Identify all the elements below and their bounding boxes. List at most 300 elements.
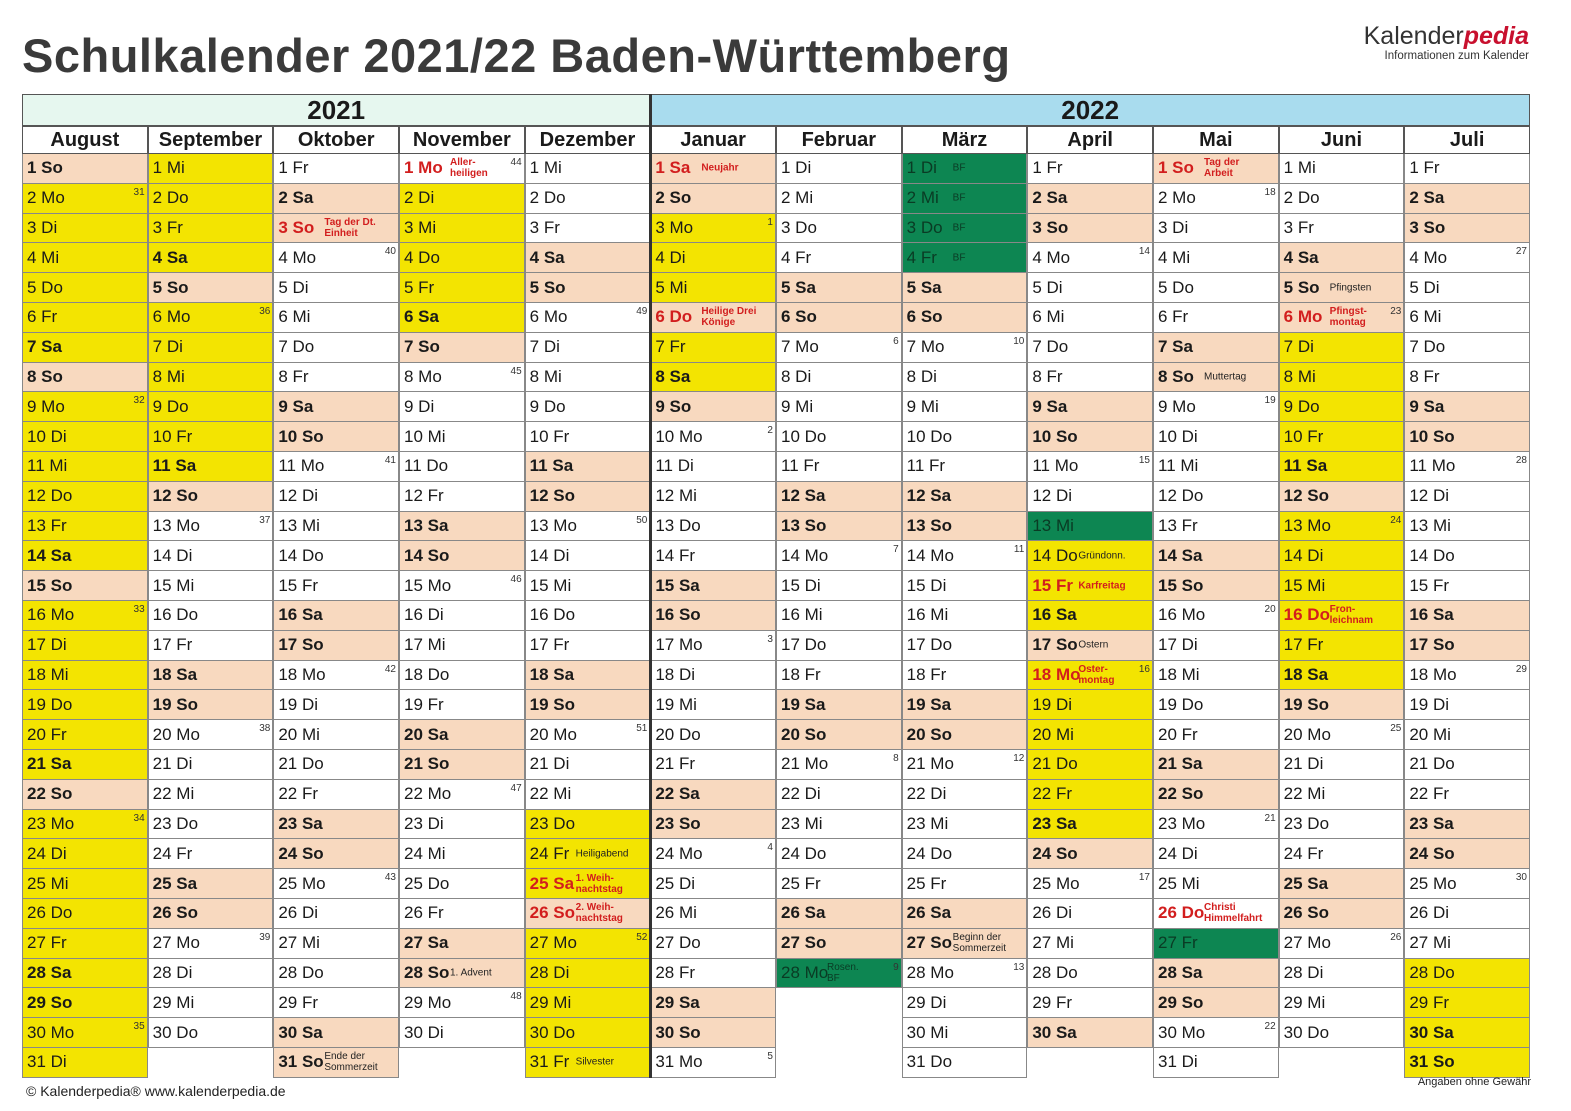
day-cell xyxy=(1153,363,1279,393)
day-cell xyxy=(148,243,274,273)
day-label: 12 Do xyxy=(27,486,73,506)
day-cell xyxy=(399,720,525,750)
day-label: 2 Sa xyxy=(278,188,314,208)
day-cell xyxy=(525,869,651,899)
day-cell xyxy=(148,303,274,333)
day-cell xyxy=(399,661,525,691)
brand-logo xyxy=(1364,22,1529,62)
day-label: 18 Sa xyxy=(529,664,575,684)
day-cell xyxy=(22,273,148,303)
day-cell xyxy=(776,929,902,959)
day-cell xyxy=(902,422,1028,452)
day-label: 7 Sa xyxy=(1158,337,1193,357)
day-cell xyxy=(399,333,525,363)
day-label: 2 Sa xyxy=(1032,188,1068,208)
day-cell xyxy=(650,363,776,393)
day-label: 11 Sa xyxy=(152,456,197,476)
day-cell xyxy=(148,571,274,601)
day-label: 5 Sa xyxy=(906,277,942,297)
day-cell xyxy=(902,780,1028,810)
day-cell xyxy=(1404,720,1530,750)
day-cell xyxy=(650,988,776,1018)
day-cell xyxy=(902,333,1028,363)
day-label: 8 Fr xyxy=(278,366,309,386)
day-cell xyxy=(1153,541,1279,571)
day-cell xyxy=(399,184,525,214)
day-label: 19 Di xyxy=(1032,694,1073,714)
day-cell xyxy=(273,422,399,452)
day-cell xyxy=(273,303,399,333)
day-note: Tag der Arbeit xyxy=(1204,157,1240,180)
day-label: 24 Di xyxy=(1158,843,1198,863)
day-label: 13 Mo xyxy=(1283,515,1331,535)
day-label: 15 Di xyxy=(906,575,947,595)
day-cell xyxy=(1404,243,1530,273)
day-cell xyxy=(399,780,525,810)
day-label: 8 Di xyxy=(781,366,812,386)
day-cell xyxy=(776,780,902,810)
day-cell xyxy=(1279,929,1405,959)
day-cell xyxy=(148,482,274,512)
day-label: 2 Mo xyxy=(27,188,65,208)
day-cell xyxy=(525,452,651,482)
day-label: 9 Sa xyxy=(1409,396,1445,416)
day-cell xyxy=(22,750,148,780)
day-label: 30 Di xyxy=(404,1022,444,1042)
day-cell xyxy=(273,333,399,363)
day-note: Heiligabend xyxy=(575,848,629,860)
day-cell xyxy=(902,720,1028,750)
day-cell xyxy=(650,899,776,929)
day-label: 19 Sa xyxy=(906,694,952,714)
day-label: 17 Di xyxy=(27,635,67,655)
day-label: 24 Fr xyxy=(152,843,193,863)
week-number: 7 xyxy=(893,544,899,556)
day-label: 27 Mi xyxy=(1032,933,1074,953)
day-label: 11 Fr xyxy=(781,456,820,476)
day-cell xyxy=(776,512,902,542)
day-cell xyxy=(902,363,1028,393)
day-label: 6 Mo xyxy=(1283,307,1323,327)
day-label: 29 Fr xyxy=(1032,992,1073,1012)
day-cell xyxy=(1153,601,1279,631)
day-cell xyxy=(776,363,902,393)
day-label: 20 Mi xyxy=(1032,724,1074,744)
day-label: 10 Di xyxy=(1158,426,1198,446)
day-cell xyxy=(22,571,148,601)
day-label: 17 So xyxy=(278,635,324,655)
day-note: Christi Himmelfahrt xyxy=(1204,902,1263,925)
day-label: 26 So xyxy=(529,903,576,923)
day-label: 24 Do xyxy=(906,843,953,863)
day-cell xyxy=(1279,541,1405,571)
day-label: 23 Do xyxy=(1283,813,1330,833)
day-cell xyxy=(148,899,274,929)
day-label: 4 Mo xyxy=(278,247,317,267)
day-cell xyxy=(1279,780,1405,810)
day-cell xyxy=(650,780,776,810)
day-label: 5 So xyxy=(1283,277,1320,297)
month-header-dezember: Dezember xyxy=(525,126,651,154)
day-label: 15 Mi xyxy=(152,575,195,595)
day-cell xyxy=(1153,243,1279,273)
day-label: 11 Mo xyxy=(278,456,325,476)
day-label: 14 Fr xyxy=(655,545,696,565)
day-cell xyxy=(1153,690,1279,720)
day-cell xyxy=(273,750,399,780)
day-cell xyxy=(650,601,776,631)
day-cell xyxy=(273,1018,399,1048)
day-label: 22 Mo xyxy=(404,784,452,804)
day-label: 10 Fr xyxy=(1283,426,1324,446)
day-label: 6 Mi xyxy=(1409,307,1442,327)
day-label: 27 Fr xyxy=(27,933,67,953)
day-label: 29 Di xyxy=(906,992,947,1012)
day-label: 8 So xyxy=(27,366,63,386)
day-cell xyxy=(1027,869,1153,899)
week-number: 49 xyxy=(636,306,648,317)
day-label: 19 Do xyxy=(1158,694,1204,714)
day-label: 4 Fr xyxy=(781,247,812,267)
day-cell xyxy=(650,243,776,273)
day-label: 25 Di xyxy=(655,873,696,893)
day-cell xyxy=(1027,571,1153,601)
day-label: 2 Do xyxy=(152,188,189,208)
day-cell xyxy=(273,452,399,482)
day-cell xyxy=(1027,601,1153,631)
day-cell xyxy=(273,988,399,1018)
day-label: 27 Sa xyxy=(404,933,449,953)
day-label: 22 Fr xyxy=(278,784,319,804)
day-cell xyxy=(525,631,651,661)
day-label: 28 Di xyxy=(529,962,570,982)
day-cell xyxy=(902,214,1028,244)
day-label: 11 Mo xyxy=(1409,456,1456,476)
day-cell xyxy=(22,959,148,989)
day-cell xyxy=(22,929,148,959)
day-cell xyxy=(1027,988,1153,1018)
day-cell xyxy=(148,184,274,214)
day-label: 14 Mo xyxy=(781,545,829,565)
day-cell xyxy=(776,214,902,244)
day-cell xyxy=(902,303,1028,333)
day-cell xyxy=(148,333,274,363)
day-cell xyxy=(273,631,399,661)
day-cell xyxy=(650,959,776,989)
day-cell xyxy=(1279,333,1405,363)
day-cell xyxy=(525,690,651,720)
day-note: Karfreitag xyxy=(1078,580,1126,592)
day-label: 9 Sa xyxy=(1032,396,1068,416)
day-label: 2 Mo xyxy=(1158,188,1196,208)
week-number: 16 xyxy=(1138,663,1150,675)
week-number: 41 xyxy=(384,455,396,466)
day-cell xyxy=(1153,303,1279,333)
day-cell xyxy=(650,303,776,333)
day-label: 19 Sa xyxy=(781,694,826,714)
day-note: Muttertag xyxy=(1204,371,1247,383)
day-cell xyxy=(650,661,776,691)
week-number: 19 xyxy=(1264,395,1276,407)
day-cell xyxy=(776,839,902,869)
day-cell xyxy=(399,512,525,542)
day-label: 25 Mi xyxy=(27,873,69,893)
week-number: 31 xyxy=(133,186,145,198)
day-cell xyxy=(1153,452,1279,482)
week-number: 34 xyxy=(133,812,145,824)
day-label: 25 Fr xyxy=(906,873,947,893)
day-cell xyxy=(776,452,902,482)
day-cell xyxy=(273,273,399,303)
day-cell xyxy=(776,959,902,989)
week-number: 2 xyxy=(767,425,773,437)
day-cell xyxy=(1027,929,1153,959)
day-cell xyxy=(525,184,651,214)
day-cell xyxy=(399,929,525,959)
day-cell xyxy=(1404,839,1530,869)
day-label: 22 Di xyxy=(906,784,947,804)
day-label: 28 Do xyxy=(278,962,324,982)
day-cell xyxy=(399,273,525,303)
day-label: 16 Mi xyxy=(906,605,949,625)
week-number: 35 xyxy=(133,1021,145,1033)
day-cell xyxy=(1404,601,1530,631)
day-label: 24 Di xyxy=(27,843,67,863)
day-label: 29 Mi xyxy=(152,992,195,1012)
day-label: 12 Sa xyxy=(781,486,826,506)
week-number: 44 xyxy=(510,157,522,168)
day-cell xyxy=(525,1048,651,1078)
day-cell xyxy=(1279,422,1405,452)
day-label: 5 Di xyxy=(278,277,309,297)
day-cell xyxy=(525,392,651,422)
day-cell xyxy=(273,541,399,571)
day-label: 8 Di xyxy=(906,366,937,386)
day-cell xyxy=(1027,154,1153,184)
week-number: 30 xyxy=(1515,872,1527,884)
day-cell xyxy=(148,661,274,691)
day-cell xyxy=(525,899,651,929)
day-label: 4 Sa xyxy=(152,247,188,267)
day-label: 14 Sa xyxy=(27,545,72,565)
day-cell xyxy=(1279,720,1405,750)
day-label: 31 So xyxy=(1409,1052,1455,1072)
day-label: 4 Do xyxy=(404,247,440,267)
day-cell xyxy=(776,243,902,273)
day-label: 27 Mi xyxy=(1409,933,1451,953)
day-cell xyxy=(1027,363,1153,393)
day-label: 5 Fr xyxy=(404,277,435,297)
day-note: 1. Weih- nachtstag xyxy=(575,872,623,895)
day-cell xyxy=(1153,959,1279,989)
day-label: 18 Sa xyxy=(1283,664,1329,684)
day-label: 13 Mo xyxy=(529,515,577,535)
day-cell xyxy=(148,452,274,482)
day-cell xyxy=(525,720,651,750)
week-number: 15 xyxy=(1138,455,1150,466)
day-label: 13 Fr xyxy=(27,515,67,535)
day-cell xyxy=(1279,661,1405,691)
day-cell xyxy=(22,333,148,363)
day-label: 24 Fr xyxy=(529,843,570,863)
day-note: 2. Weih- nachtstag xyxy=(575,902,623,925)
day-label: 16 Mi xyxy=(781,605,823,625)
day-label: 22 Fr xyxy=(1032,784,1073,804)
day-label: 23 Sa xyxy=(1032,813,1077,833)
day-label: 2 Sa xyxy=(1409,188,1445,208)
day-cell xyxy=(1404,690,1530,720)
day-cell xyxy=(1153,631,1279,661)
day-cell xyxy=(650,541,776,571)
day-label: 22 Sa xyxy=(655,784,700,804)
day-label: 10 Mi xyxy=(404,426,446,446)
day-label: 5 Di xyxy=(1409,277,1440,297)
day-cell xyxy=(902,452,1028,482)
day-cell xyxy=(148,720,274,750)
day-cell xyxy=(902,1018,1028,1048)
day-cell xyxy=(1027,899,1153,929)
page-title: Schulkalender 2021/22 Baden-Württemberg xyxy=(22,29,1011,82)
day-cell xyxy=(525,482,651,512)
day-label: 9 Di xyxy=(404,396,435,416)
day-label: 27 Fr xyxy=(1158,933,1198,953)
day-label: 25 Do xyxy=(404,873,450,893)
day-label: 12 So xyxy=(152,486,199,506)
day-cell xyxy=(273,661,399,691)
day-cell xyxy=(1027,661,1153,691)
day-label: 3 Fr xyxy=(152,217,183,237)
day-note: 1. Advent xyxy=(450,967,492,979)
day-cell xyxy=(273,214,399,244)
day-cell xyxy=(525,243,651,273)
day-cell xyxy=(1404,482,1530,512)
day-cell xyxy=(1279,214,1405,244)
day-cell xyxy=(1027,512,1153,542)
day-label: 1 Di xyxy=(906,158,937,178)
day-label: 8 Mi xyxy=(529,366,562,386)
day-label: 11 Do xyxy=(404,456,449,476)
day-cell xyxy=(1404,661,1530,691)
day-label: 12 Di xyxy=(1409,486,1450,506)
day-label: 23 Mo xyxy=(1158,813,1206,833)
day-label: 6 Mi xyxy=(278,307,311,327)
day-label: 15 Sa xyxy=(655,575,700,595)
day-label: 17 Do xyxy=(781,635,827,655)
day-cell xyxy=(776,869,902,899)
day-label: 9 Mo xyxy=(27,396,65,416)
day-cell xyxy=(1279,243,1405,273)
day-label: 1 So xyxy=(27,158,63,178)
day-label: 24 So xyxy=(1409,843,1455,863)
week-number: 14 xyxy=(1138,246,1150,258)
day-cell xyxy=(525,780,651,810)
day-label: 7 Di xyxy=(1283,337,1314,357)
day-label: 30 So xyxy=(655,1022,701,1042)
day-label: 22 Mi xyxy=(152,784,195,804)
week-number: 52 xyxy=(636,931,648,943)
day-label: 20 Mi xyxy=(1409,724,1451,744)
day-label: 20 Mo xyxy=(529,724,577,744)
day-label: 10 Fr xyxy=(529,426,570,446)
day-label: 30 Do xyxy=(152,1022,199,1042)
day-cell xyxy=(1027,690,1153,720)
day-label: 28 Sa xyxy=(1158,962,1203,982)
day-label: 29 So xyxy=(1158,992,1204,1012)
week-number: 18 xyxy=(1264,186,1276,198)
day-label: 16 Mo xyxy=(1158,605,1206,625)
day-label: 9 Do xyxy=(152,396,189,416)
day-label: 15 Fr xyxy=(1409,575,1450,595)
day-cell xyxy=(22,482,148,512)
day-cell xyxy=(1279,988,1405,1018)
day-label: 9 Sa xyxy=(278,396,314,416)
day-cell xyxy=(776,482,902,512)
day-cell xyxy=(1279,899,1405,929)
day-label: 15 Mi xyxy=(529,575,572,595)
day-label: 12 Do xyxy=(1158,486,1204,506)
day-label: 13 Mi xyxy=(1409,515,1451,535)
brand-name: Kalender xyxy=(1363,22,1464,50)
day-label: 19 Do xyxy=(27,694,73,714)
week-number: 12 xyxy=(1013,753,1025,764)
week-number: 10 xyxy=(1013,335,1025,347)
day-cell xyxy=(22,452,148,482)
day-cell xyxy=(1404,273,1530,303)
day-label: 21 Do xyxy=(1409,754,1455,774)
day-cell xyxy=(1404,988,1530,1018)
day-label: 22 Fr xyxy=(1409,784,1450,804)
day-cell xyxy=(22,690,148,720)
week-number: 6 xyxy=(893,335,899,347)
day-label: 13 Mo xyxy=(152,515,200,535)
day-label: 21 Do xyxy=(1032,754,1078,774)
day-cell xyxy=(273,1048,399,1078)
day-cell xyxy=(148,392,274,422)
day-label: 3 Do xyxy=(781,217,817,237)
day-label: 5 So xyxy=(152,277,189,297)
day-label: 21 Do xyxy=(278,754,324,774)
day-cell xyxy=(1404,541,1530,571)
week-number: 50 xyxy=(636,514,648,526)
day-cell xyxy=(776,750,902,780)
day-label: 20 Sa xyxy=(404,724,449,744)
day-note: Ostern xyxy=(1078,639,1109,651)
day-cell xyxy=(1153,184,1279,214)
day-cell xyxy=(1153,720,1279,750)
week-number: 13 xyxy=(1013,961,1025,973)
day-label: 15 Fr xyxy=(278,575,319,595)
day-cell xyxy=(902,273,1028,303)
day-label: 23 Do xyxy=(152,813,199,833)
day-label: 4 Sa xyxy=(1283,247,1319,267)
day-cell xyxy=(1153,1018,1279,1048)
day-label: 6 Sa xyxy=(404,307,439,327)
day-cell xyxy=(399,631,525,661)
day-label: 25 Mo xyxy=(1409,873,1457,893)
week-number: 17 xyxy=(1138,872,1150,884)
day-label: 16 Sa xyxy=(1032,605,1077,625)
week-number: 11 xyxy=(1013,544,1025,556)
day-label: 24 So xyxy=(278,843,324,863)
day-label: 1 Fr xyxy=(1032,158,1063,178)
day-note: Oster- montag xyxy=(1078,663,1115,686)
week-number: 47 xyxy=(510,782,522,794)
year-separator xyxy=(649,94,652,1078)
day-cell xyxy=(902,392,1028,422)
day-label: 28 Sa xyxy=(27,962,72,982)
day-cell xyxy=(525,839,651,869)
day-label: 30 Sa xyxy=(1032,1022,1077,1042)
